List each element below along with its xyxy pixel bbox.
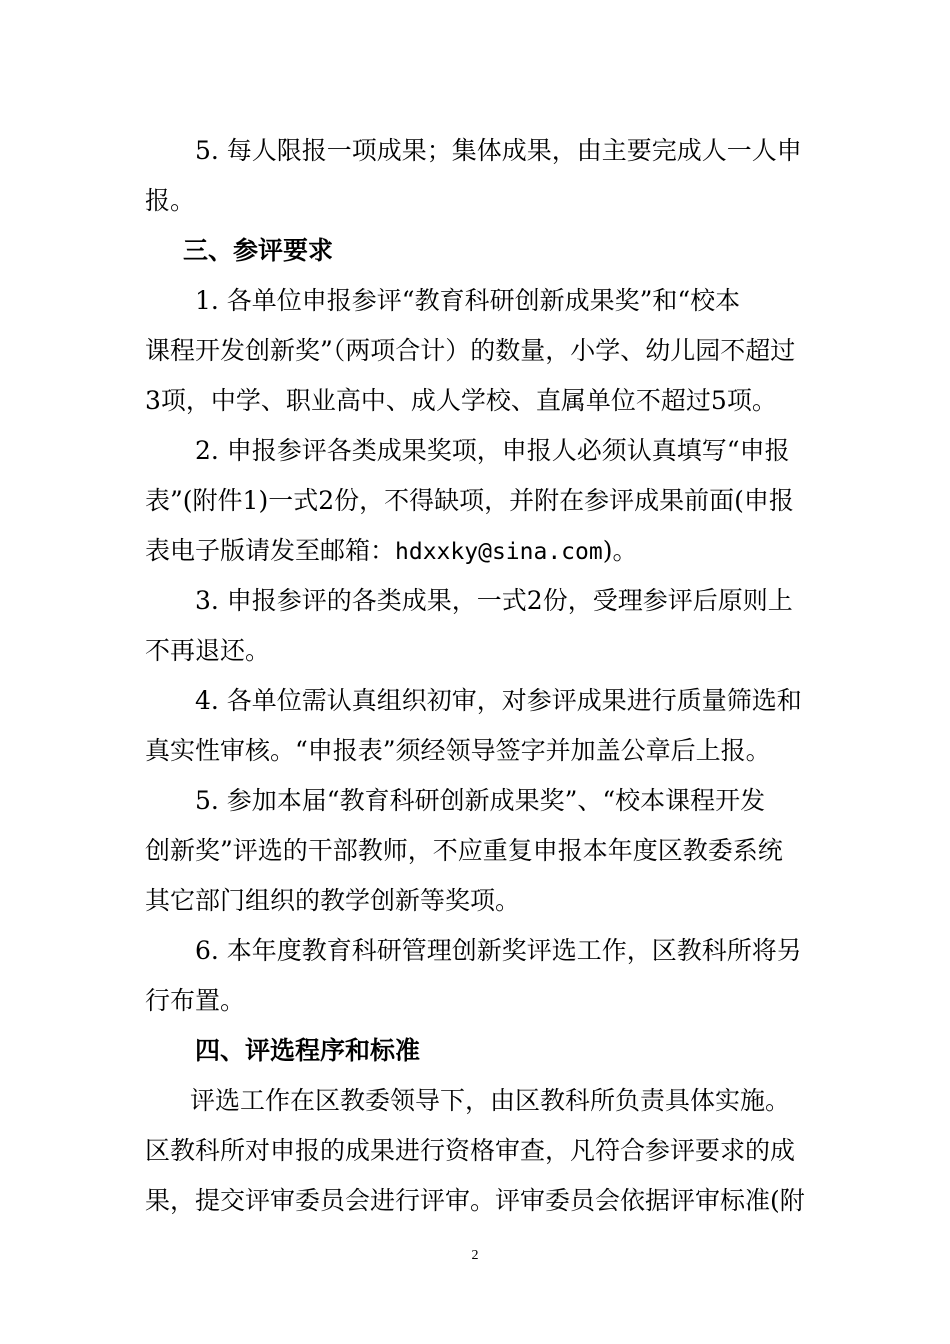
paragraph-line: 3项，中学、职业高中、成人学校、直属单位不超过5项。 xyxy=(145,386,777,415)
page-number: 2 xyxy=(471,1248,479,1263)
paragraph-line: 4. 各单位需认真组织初审，对参评成果进行质量筛选和 xyxy=(195,686,802,715)
paragraph-line: 行布置。 xyxy=(145,986,246,1015)
line-text: )。 xyxy=(602,536,638,565)
paragraph-line: 3. 申报参评的各类成果，一式2份，受理参评后原则上 xyxy=(195,586,793,615)
paragraph-line: 5. 参加本届“教育科研创新成果奖”、“校本课程开发 xyxy=(195,786,766,815)
line-text: 表电子版请发至邮箱： xyxy=(145,536,396,565)
paragraph-line: 5. 每人限报一项成果；集体成果，由主要完成人一人申 xyxy=(195,136,802,165)
paragraph-line: 其它部门组织的教学创新等奖项。 xyxy=(145,886,521,915)
paragraph-line: 1. 各单位申报参评“教育科研创新成果奖”和“校本 xyxy=(195,286,741,315)
paragraph-line: 2. 申报参评各类成果奖项，申报人必须认真填写“申报 xyxy=(195,436,790,465)
paragraph-line: 评选工作在区教委领导下，由区教科所负责具体实施。 xyxy=(190,1086,791,1115)
section-heading-3: 三、参评要求 xyxy=(183,236,334,265)
paragraph-line: 表”(附件1)一式2份，不得缺项，并附在参评成果前面(申报 xyxy=(145,486,794,515)
paragraph-line: 果，提交评审委员会进行评审。评审委员会依据评审标准(附 xyxy=(145,1186,805,1215)
email-address: hdxxky@sina.com xyxy=(395,539,603,565)
paragraph-line: 区教科所对申报的成果进行资格审查，凡符合参评要求的成 xyxy=(145,1136,796,1165)
paragraph-line: 创新奖”评选的干部教师，不应重复申报本年度区教委系统 xyxy=(145,836,783,865)
paragraph-line xyxy=(145,536,638,567)
paragraph-line: 课程开发创新奖”（两项合计）的数量，小学、幼儿园不超过 xyxy=(145,336,796,365)
paragraph-line: 真实性审核。“申报表”须经领导签字并加盖公章后上报。 xyxy=(145,736,771,765)
section-heading-4: 四、评选程序和标准 xyxy=(195,1036,421,1065)
paragraph-line: 不再退还。 xyxy=(145,636,271,665)
paragraph-line: 6. 本年度教育科研管理创新奖评选工作，区教科所将另 xyxy=(195,936,802,965)
paragraph-line: 报。 xyxy=(145,186,196,215)
